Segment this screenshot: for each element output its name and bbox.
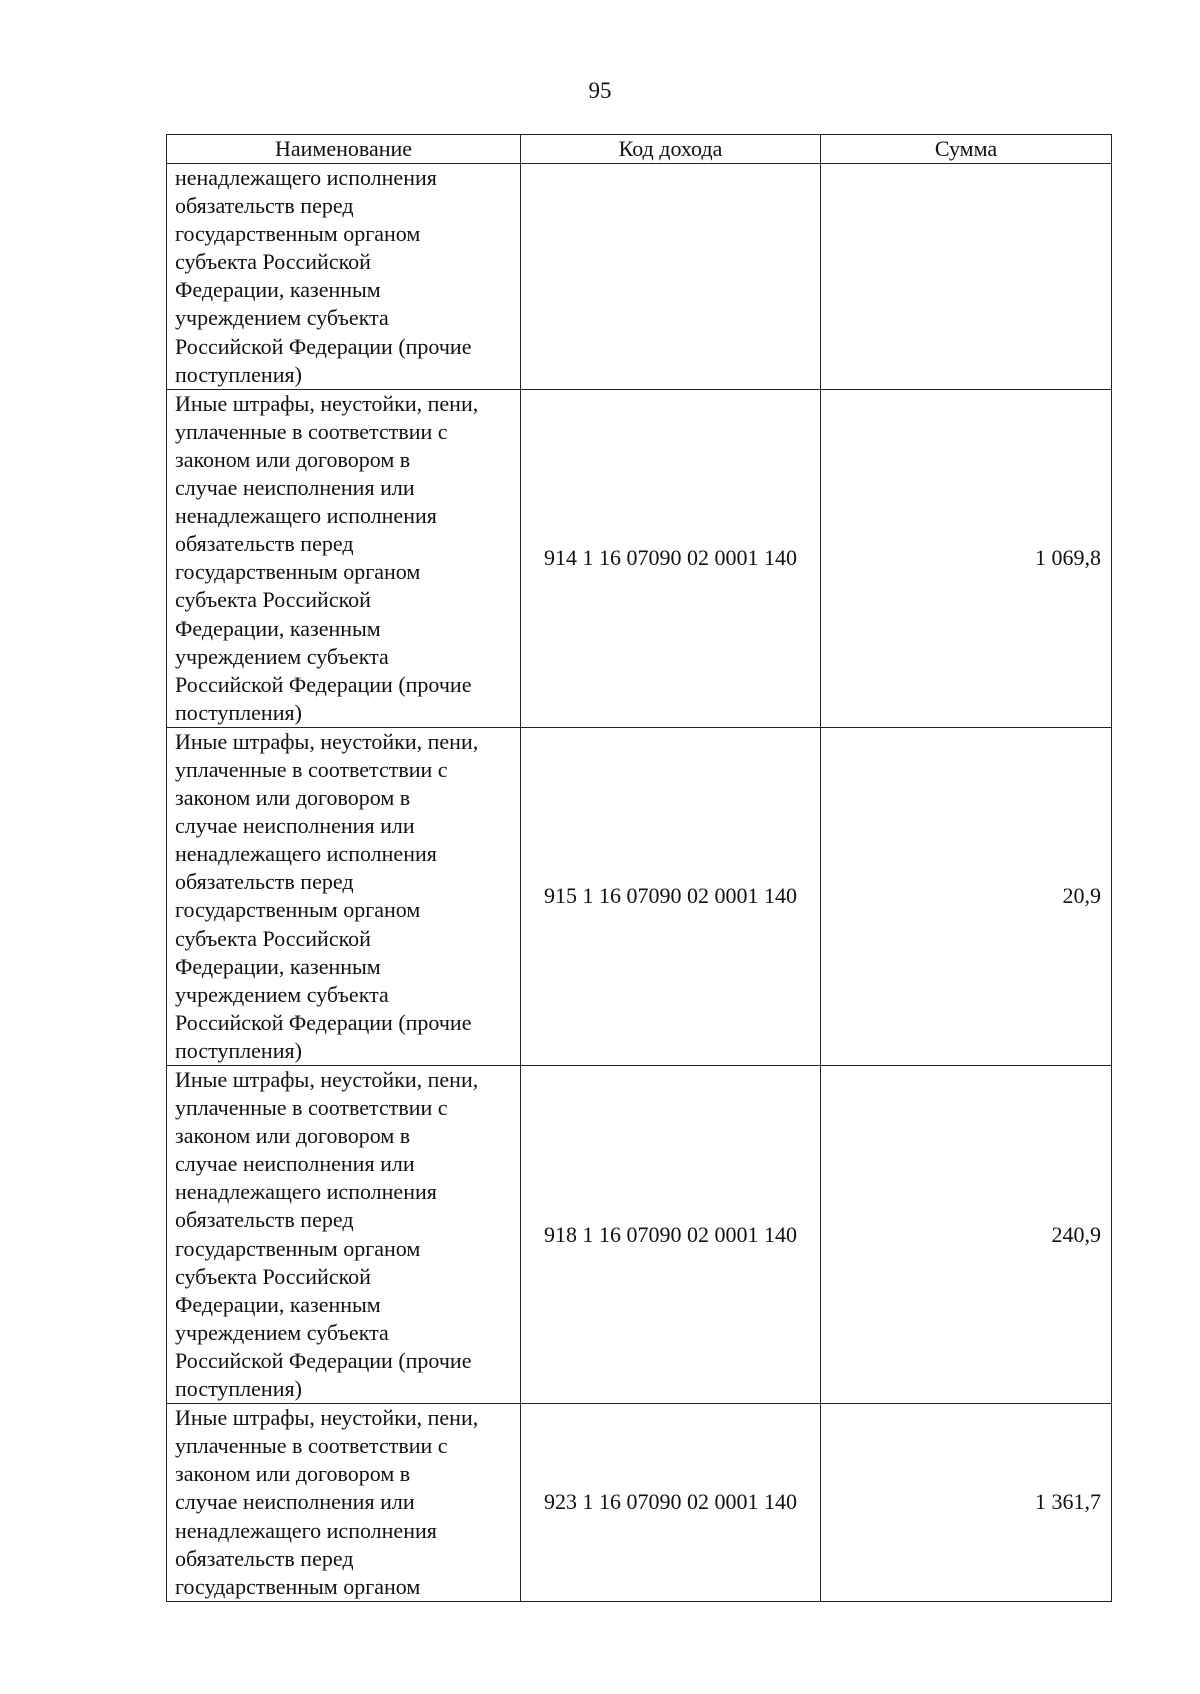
cell-sum: 1 069,8	[821, 389, 1112, 727]
name-line: учреждением субъекта	[175, 643, 389, 669]
name-line: законом или договором в	[175, 446, 411, 472]
name-line: ненадлежащего исполнения	[175, 503, 437, 529]
name-line: уплаченные в соответствии с	[175, 418, 448, 444]
table-row	[167, 164, 1112, 390]
name-line: случае неисполнения или	[175, 475, 415, 501]
name-line: обязательств перед	[175, 531, 354, 557]
name-line: субъекта Российской	[175, 925, 371, 951]
name-line: поступления)	[175, 361, 302, 387]
name-line: Иные штрафы, неустойки, пени,	[175, 1067, 479, 1092]
name-line: обязательств перед	[175, 1207, 354, 1233]
name-line: случае неисполнения или	[175, 813, 415, 839]
name-line: государственным органом	[175, 1573, 421, 1599]
name-line: ненадлежащего исполнения	[175, 841, 437, 867]
name-line: поступления)	[175, 1037, 302, 1063]
name-line: Российской Федерации (прочие	[175, 1347, 472, 1373]
revenue-table	[166, 134, 1112, 1602]
name-line: уплаченные в соответствии с	[175, 1433, 448, 1459]
name-line: поступления)	[175, 699, 302, 725]
name-line: Российской Федерации (прочие	[175, 1009, 472, 1035]
cell-income-code: 923 1 16 07090 02 0001 140	[521, 1404, 821, 1602]
name-line: случае неисполнения или	[175, 1489, 415, 1515]
table-row	[167, 389, 1112, 727]
name-line: уплаченные в соответствии с	[175, 1095, 448, 1121]
name-line: субъекта Российской	[175, 249, 371, 275]
name-line: законом или договором в	[175, 1461, 411, 1487]
cell-sum: 240,9	[821, 1066, 1112, 1404]
name-line: Иные штрафы, неустойки, пени,	[175, 728, 479, 754]
name-line: субъекта Российской	[175, 1263, 371, 1289]
cell-income-code: 915 1 16 07090 02 0001 140	[521, 727, 821, 1065]
name-line: законом или договором в	[175, 1123, 411, 1149]
cell-sum	[821, 164, 1112, 390]
name-line: Федерации, казенным	[175, 277, 381, 303]
name-line: Федерации, казенным	[175, 953, 381, 979]
name-line: ненадлежащего исполнения	[175, 1179, 437, 1205]
column-header-code: Код дохода	[521, 135, 821, 164]
cell-name	[167, 389, 521, 727]
cell-income-code	[521, 164, 821, 390]
name-line: Иные штрафы, неустойки, пени,	[175, 1405, 479, 1431]
name-line: поступления)	[175, 1376, 302, 1402]
table-row	[167, 727, 1112, 1065]
name-line: Федерации, казенным	[175, 615, 381, 641]
page-number: 95	[588, 78, 612, 103]
name-line: Российской Федерации (прочие	[175, 333, 472, 359]
table-row	[167, 1066, 1112, 1404]
cell-sum: 1 361,7	[821, 1404, 1112, 1602]
name-line: законом или договором в	[175, 785, 411, 811]
cell-income-code: 914 1 16 07090 02 0001 140	[521, 389, 821, 727]
table-body	[167, 164, 1112, 1602]
name-line: учреждением субъекта	[175, 981, 389, 1007]
name-line: ненадлежащего исполнения	[175, 165, 437, 190]
name-line: обязательств перед	[175, 1545, 354, 1571]
name-line: уплаченные в соответствии с	[175, 756, 448, 782]
name-line: учреждением субъекта	[175, 305, 389, 331]
name-line: субъекта Российской	[175, 587, 371, 613]
name-line: учреждением субъекта	[175, 1319, 389, 1345]
cell-name	[167, 727, 521, 1065]
cell-income-code: 918 1 16 07090 02 0001 140	[521, 1066, 821, 1404]
table-header-row	[167, 135, 1112, 164]
column-header-name: Наименование	[167, 135, 521, 164]
name-line: Российской Федерации (прочие	[175, 671, 472, 697]
name-line: государственным органом	[175, 897, 421, 923]
name-line: Федерации, казенным	[175, 1291, 381, 1317]
name-line: случае неисполнения или	[175, 1151, 415, 1177]
name-line: государственным органом	[175, 221, 421, 247]
name-line: обязательств перед	[175, 869, 354, 895]
name-line: государственным органом	[175, 1235, 421, 1261]
name-line: обязательств перед	[175, 193, 354, 219]
cell-sum: 20,9	[821, 727, 1112, 1065]
cell-name	[167, 1066, 521, 1404]
name-line: государственным органом	[175, 559, 421, 585]
name-line: Иные штрафы, неустойки, пени,	[175, 390, 479, 416]
cell-name	[167, 1404, 521, 1602]
cell-name	[167, 164, 521, 390]
name-line: ненадлежащего исполнения	[175, 1517, 437, 1543]
column-header-sum: Сумма	[821, 135, 1112, 164]
table-row	[167, 1404, 1112, 1602]
